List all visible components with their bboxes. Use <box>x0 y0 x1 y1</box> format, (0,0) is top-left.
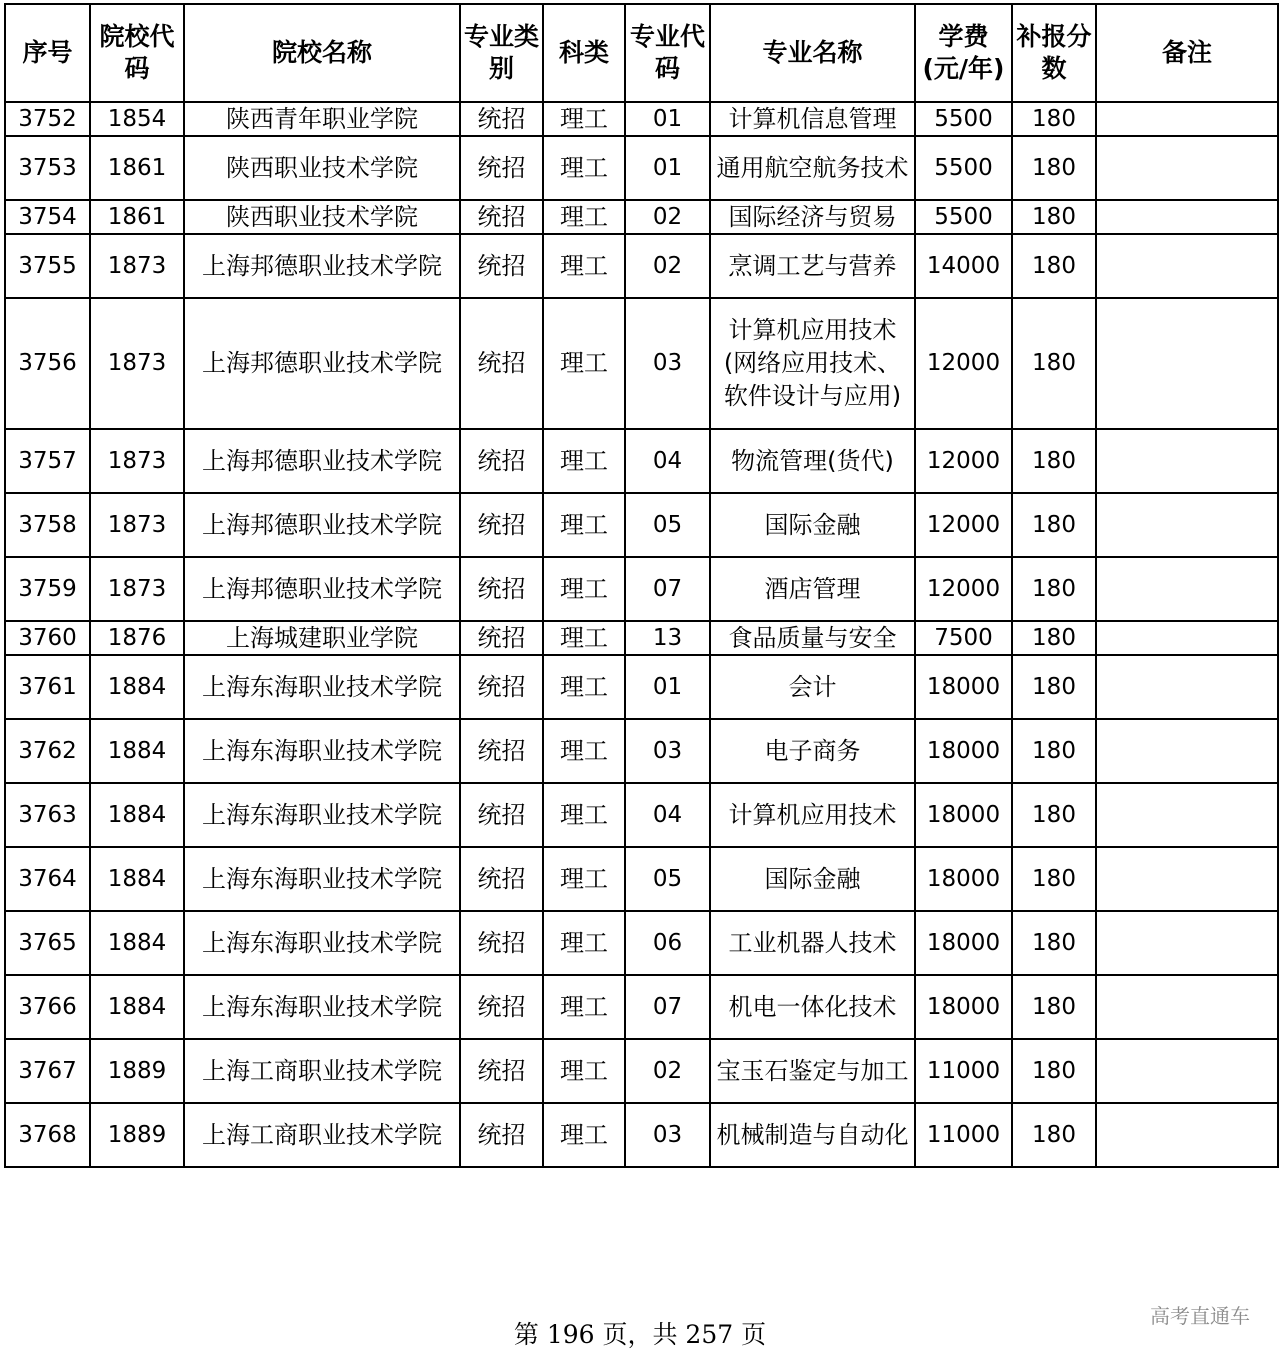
table-row <box>5 911 1278 975</box>
cell-note <box>1096 719 1278 783</box>
cell-category: 统招 <box>460 911 543 975</box>
table-row <box>5 234 1278 298</box>
table-row <box>5 1039 1278 1103</box>
cell-subject: 理工 <box>543 1103 625 1167</box>
cell-note <box>1096 136 1278 200</box>
cell-seq: 3754 <box>5 200 90 234</box>
cell-major-name: 电子商务 <box>710 719 915 783</box>
cell-score: 180 <box>1012 493 1096 557</box>
cell-school-code: 1884 <box>90 655 184 719</box>
cell-subject: 理工 <box>543 102 625 136</box>
cell-school-name: 陕西职业技术学院 <box>184 136 460 200</box>
cell-subject: 理工 <box>543 234 625 298</box>
cell-score: 180 <box>1012 136 1096 200</box>
cell-major-name: 物流管理(货代) <box>710 429 915 493</box>
cell-category: 统招 <box>460 621 543 655</box>
cell-school-name: 上海东海职业技术学院 <box>184 655 460 719</box>
cell-major-name: 食品质量与安全 <box>710 621 915 655</box>
cell-seq: 3761 <box>5 655 90 719</box>
cell-score: 180 <box>1012 298 1096 429</box>
cell-major-code: 02 <box>625 200 710 234</box>
header-cell: 学费(元/年) <box>915 4 1012 102</box>
header-cell: 专业类别 <box>460 4 543 102</box>
cell-note <box>1096 429 1278 493</box>
cell-note <box>1096 200 1278 234</box>
cell-major-name: 计算机应用技术(网络应用技术、软件设计与应用) <box>710 298 915 429</box>
table-row <box>5 136 1278 200</box>
cell-major-code: 13 <box>625 621 710 655</box>
cell-note <box>1096 975 1278 1039</box>
cell-school-name: 上海邦德职业技术学院 <box>184 493 460 557</box>
cell-seq: 3757 <box>5 429 90 493</box>
cell-major-code: 05 <box>625 493 710 557</box>
cell-seq: 3763 <box>5 783 90 847</box>
cell-fee: 11000 <box>915 1103 1012 1167</box>
cell-school-name: 上海东海职业技术学院 <box>184 911 460 975</box>
cell-major-name: 烹调工艺与营养 <box>710 234 915 298</box>
cell-seq: 3758 <box>5 493 90 557</box>
cell-category: 统招 <box>460 298 543 429</box>
cell-seq: 3756 <box>5 298 90 429</box>
cell-note <box>1096 911 1278 975</box>
cell-category: 统招 <box>460 493 543 557</box>
table-row <box>5 200 1278 234</box>
cell-school-code: 1873 <box>90 493 184 557</box>
table-row <box>5 298 1278 429</box>
cell-category: 统招 <box>460 136 543 200</box>
cell-major-name: 机电一体化技术 <box>710 975 915 1039</box>
cell-school-code: 1876 <box>90 621 184 655</box>
table-row <box>5 493 1278 557</box>
header-cell: 院校名称 <box>184 4 460 102</box>
header-cell: 院校代码 <box>90 4 184 102</box>
cell-category: 统招 <box>460 655 543 719</box>
cell-score: 180 <box>1012 200 1096 234</box>
cell-score: 180 <box>1012 719 1096 783</box>
cell-fee: 12000 <box>915 298 1012 429</box>
cell-major-name: 国际金融 <box>710 493 915 557</box>
cell-seq: 3752 <box>5 102 90 136</box>
header-row <box>5 4 1278 102</box>
cell-school-code: 1873 <box>90 557 184 621</box>
cell-category: 统招 <box>460 557 543 621</box>
cell-note <box>1096 1039 1278 1103</box>
cell-category: 统招 <box>460 200 543 234</box>
header-cell: 科类 <box>543 4 625 102</box>
cell-score: 180 <box>1012 655 1096 719</box>
cell-category: 统招 <box>460 429 543 493</box>
cell-fee: 12000 <box>915 493 1012 557</box>
cell-school-name: 上海邦德职业技术学院 <box>184 298 460 429</box>
cell-category: 统招 <box>460 1103 543 1167</box>
header-cell: 序号 <box>5 4 90 102</box>
cell-school-name: 上海工商职业技术学院 <box>184 1039 460 1103</box>
cell-note <box>1096 493 1278 557</box>
cell-fee: 5500 <box>915 102 1012 136</box>
cell-school-code: 1861 <box>90 200 184 234</box>
cell-major-name: 计算机应用技术 <box>710 783 915 847</box>
cell-school-name: 上海东海职业技术学院 <box>184 975 460 1039</box>
header-cell: 补报分数 <box>1012 4 1096 102</box>
cell-category: 统招 <box>460 975 543 1039</box>
table-row <box>5 847 1278 911</box>
cell-major-code: 07 <box>625 557 710 621</box>
page-footer: 第 196 页，共 257 页 <box>513 1320 767 1349</box>
cell-major-name: 国际金融 <box>710 847 915 911</box>
cell-fee: 18000 <box>915 783 1012 847</box>
cell-note <box>1096 847 1278 911</box>
cell-major-name: 计算机信息管理 <box>710 102 915 136</box>
cell-subject: 理工 <box>543 200 625 234</box>
cell-major-name: 通用航空航务技术 <box>710 136 915 200</box>
cell-score: 180 <box>1012 102 1096 136</box>
cell-subject: 理工 <box>543 783 625 847</box>
cell-note <box>1096 1103 1278 1167</box>
cell-major-code: 03 <box>625 1103 710 1167</box>
cell-school-code: 1873 <box>90 429 184 493</box>
cell-score: 180 <box>1012 975 1096 1039</box>
cell-fee: 14000 <box>915 234 1012 298</box>
cell-fee: 18000 <box>915 719 1012 783</box>
table-row <box>5 621 1278 655</box>
cell-seq: 3767 <box>5 1039 90 1103</box>
cell-seq: 3765 <box>5 911 90 975</box>
cell-score: 180 <box>1012 621 1096 655</box>
cell-school-code: 1884 <box>90 783 184 847</box>
cell-note <box>1096 655 1278 719</box>
cell-major-name: 机械制造与自动化 <box>710 1103 915 1167</box>
cell-fee: 5500 <box>915 200 1012 234</box>
cell-note <box>1096 298 1278 429</box>
header-cell: 备注 <box>1096 4 1278 102</box>
header-cell: 专业名称 <box>710 4 915 102</box>
cell-school-code: 1873 <box>90 234 184 298</box>
cell-major-name: 国际经济与贸易 <box>710 200 915 234</box>
cell-category: 统招 <box>460 1039 543 1103</box>
cell-major-code: 02 <box>625 1039 710 1103</box>
cell-note <box>1096 621 1278 655</box>
cell-seq: 3766 <box>5 975 90 1039</box>
cell-school-code: 1861 <box>90 136 184 200</box>
cell-school-code: 1889 <box>90 1039 184 1103</box>
header-cell: 专业代码 <box>625 4 710 102</box>
cell-school-code: 1884 <box>90 719 184 783</box>
cell-school-code: 1854 <box>90 102 184 136</box>
cell-school-code: 1873 <box>90 298 184 429</box>
cell-subject: 理工 <box>543 719 625 783</box>
cell-major-name: 会计 <box>710 655 915 719</box>
admission-table <box>4 3 1279 1168</box>
cell-school-code: 1884 <box>90 847 184 911</box>
table-row <box>5 557 1278 621</box>
cell-subject: 理工 <box>543 911 625 975</box>
table-row <box>5 975 1278 1039</box>
cell-score: 180 <box>1012 783 1096 847</box>
cell-major-code: 01 <box>625 102 710 136</box>
cell-score: 180 <box>1012 234 1096 298</box>
cell-category: 统招 <box>460 102 543 136</box>
table-row <box>5 655 1278 719</box>
cell-school-name: 上海东海职业技术学院 <box>184 719 460 783</box>
cell-note <box>1096 234 1278 298</box>
table-row <box>5 429 1278 493</box>
cell-fee: 11000 <box>915 1039 1012 1103</box>
cell-major-name: 工业机器人技术 <box>710 911 915 975</box>
cell-subject: 理工 <box>543 429 625 493</box>
cell-school-name: 上海东海职业技术学院 <box>184 847 460 911</box>
cell-category: 统招 <box>460 234 543 298</box>
cell-seq: 3764 <box>5 847 90 911</box>
cell-subject: 理工 <box>543 847 625 911</box>
cell-note <box>1096 783 1278 847</box>
cell-school-name: 上海邦德职业技术学院 <box>184 234 460 298</box>
cell-seq: 3760 <box>5 621 90 655</box>
table-row <box>5 102 1278 136</box>
cell-score: 180 <box>1012 1103 1096 1167</box>
table-row <box>5 1103 1278 1167</box>
cell-major-code: 01 <box>625 655 710 719</box>
cell-school-name: 上海工商职业技术学院 <box>184 1103 460 1167</box>
cell-school-code: 1884 <box>90 911 184 975</box>
cell-school-name: 上海城建职业学院 <box>184 621 460 655</box>
table-body <box>5 102 1278 1167</box>
cell-seq: 3768 <box>5 1103 90 1167</box>
cell-major-code: 07 <box>625 975 710 1039</box>
cell-subject: 理工 <box>543 655 625 719</box>
cell-major-code: 04 <box>625 783 710 847</box>
cell-school-name: 上海东海职业技术学院 <box>184 783 460 847</box>
cell-fee: 5500 <box>915 136 1012 200</box>
cell-school-code: 1889 <box>90 1103 184 1167</box>
cell-seq: 3755 <box>5 234 90 298</box>
cell-fee: 12000 <box>915 429 1012 493</box>
cell-major-code: 06 <box>625 911 710 975</box>
cell-school-name: 上海邦德职业技术学院 <box>184 429 460 493</box>
cell-fee: 18000 <box>915 655 1012 719</box>
cell-major-code: 01 <box>625 136 710 200</box>
cell-note <box>1096 102 1278 136</box>
cell-major-code: 04 <box>625 429 710 493</box>
cell-category: 统招 <box>460 847 543 911</box>
cell-score: 180 <box>1012 557 1096 621</box>
cell-subject: 理工 <box>543 557 625 621</box>
cell-note <box>1096 557 1278 621</box>
cell-fee: 18000 <box>915 911 1012 975</box>
cell-category: 统招 <box>460 719 543 783</box>
cell-score: 180 <box>1012 911 1096 975</box>
cell-fee: 18000 <box>915 975 1012 1039</box>
watermark: 高考直通车 <box>1150 1304 1250 1328</box>
cell-seq: 3753 <box>5 136 90 200</box>
cell-seq: 3759 <box>5 557 90 621</box>
cell-subject: 理工 <box>543 136 625 200</box>
cell-subject: 理工 <box>543 298 625 429</box>
cell-school-name: 陕西职业技术学院 <box>184 200 460 234</box>
cell-score: 180 <box>1012 1039 1096 1103</box>
cell-subject: 理工 <box>543 493 625 557</box>
cell-fee: 7500 <box>915 621 1012 655</box>
cell-school-name: 上海邦德职业技术学院 <box>184 557 460 621</box>
cell-major-name: 酒店管理 <box>710 557 915 621</box>
cell-fee: 18000 <box>915 847 1012 911</box>
cell-subject: 理工 <box>543 1039 625 1103</box>
cell-category: 统招 <box>460 783 543 847</box>
cell-major-code: 05 <box>625 847 710 911</box>
cell-subject: 理工 <box>543 621 625 655</box>
cell-major-code: 03 <box>625 719 710 783</box>
cell-score: 180 <box>1012 847 1096 911</box>
cell-fee: 12000 <box>915 557 1012 621</box>
cell-major-code: 02 <box>625 234 710 298</box>
cell-subject: 理工 <box>543 975 625 1039</box>
cell-seq: 3762 <box>5 719 90 783</box>
cell-school-name: 陕西青年职业学院 <box>184 102 460 136</box>
cell-score: 180 <box>1012 429 1096 493</box>
table-row <box>5 783 1278 847</box>
cell-school-code: 1884 <box>90 975 184 1039</box>
cell-major-code: 03 <box>625 298 710 429</box>
cell-major-name: 宝玉石鉴定与加工 <box>710 1039 915 1103</box>
table-row <box>5 719 1278 783</box>
